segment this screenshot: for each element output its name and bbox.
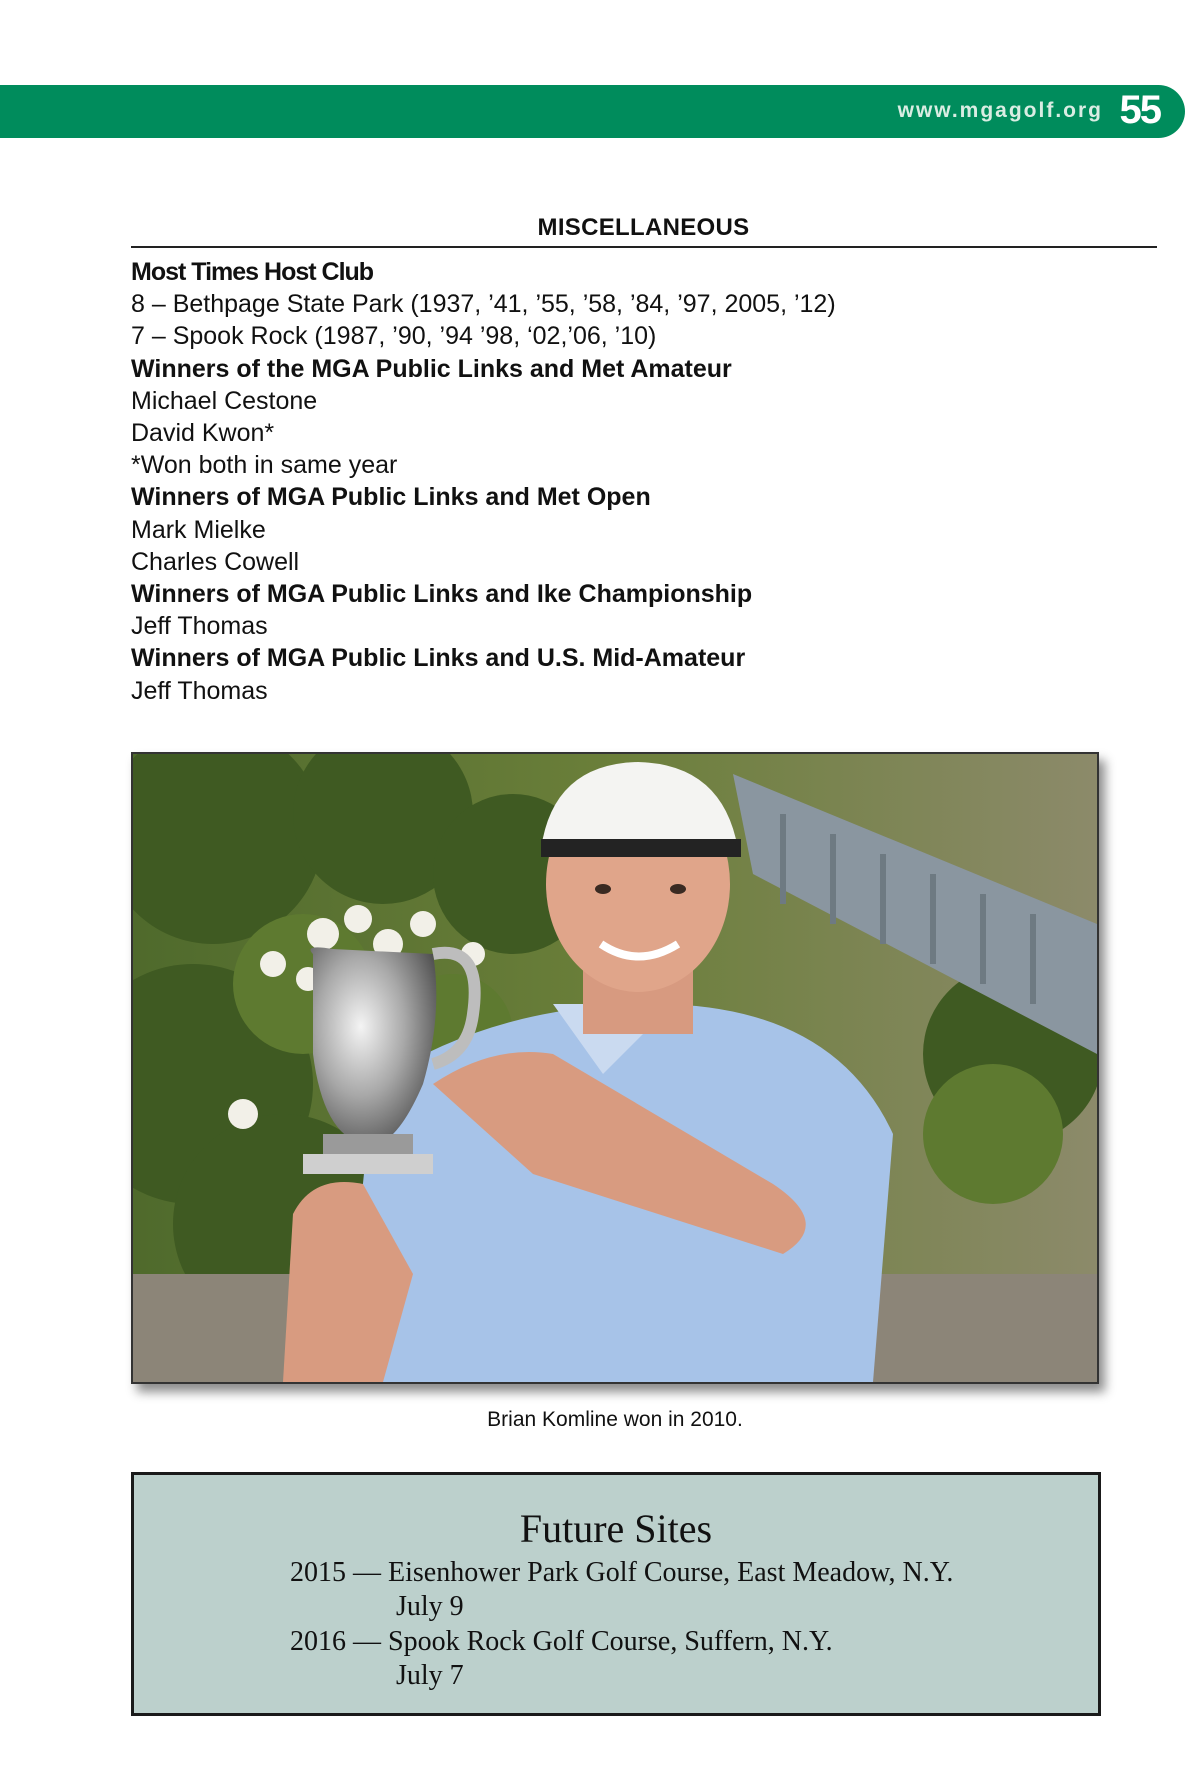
winner-photo [131, 752, 1099, 1384]
misc-list [131, 256, 1131, 707]
site-url: www.mgagolf.org [897, 99, 1103, 122]
met-amateur-winner: Michael Cestone [131, 386, 318, 415]
met-amateur-note: *Won both in same year [131, 451, 398, 480]
met-open-winner: Mark Mielke [131, 515, 266, 544]
ike-heading: Winners of MGA Public Links and Ike Championship [131, 580, 753, 609]
future-sites-box [131, 1472, 1101, 1716]
ike-winner: Jeff Thomas [131, 612, 268, 641]
future-site-entry: 2015 — Eisenhower Park Golf Course, East Meadow, N.Y. [290, 1557, 954, 1588]
future-site-date: July 7 [396, 1660, 464, 1691]
met-open-heading: Winners of MGA Public Links and Met Open [131, 483, 651, 512]
met-open-winner: Charles Cowell [131, 547, 300, 576]
host-club-heading: Most Times Host Club [131, 258, 374, 286]
host-club-entry: 7 – Spook Rock (1987, ’90, ’94 ’98, ‘02,’06, ’10) [131, 322, 657, 351]
section-title: MISCELLANEOUS [537, 214, 750, 241]
future-sites-title: Future Sites [519, 1506, 713, 1551]
host-club-entry: 8 – Bethpage State Park (1937, ’41, ’55, ’58, ’84, ’97, 2005, ’12) [131, 290, 836, 319]
mid-amateur-heading: Winners of MGA Public Links and U.S. Mid-Amateur [131, 644, 746, 673]
mid-amateur-winner: Jeff Thomas [131, 676, 268, 705]
page-number: 55 [1119, 88, 1160, 132]
section-divider [131, 246, 1157, 248]
future-site-entry: 2016 — Spook Rock Golf Course, Suffern, N.Y. [290, 1626, 833, 1657]
met-amateur-winner: David Kwon* [131, 419, 275, 448]
met-amateur-heading: Winners of the MGA Public Links and Met Amateur [131, 354, 732, 383]
photo-caption: Brian Komline won in 2010. [487, 1408, 743, 1431]
future-site-date: July 9 [396, 1591, 464, 1622]
